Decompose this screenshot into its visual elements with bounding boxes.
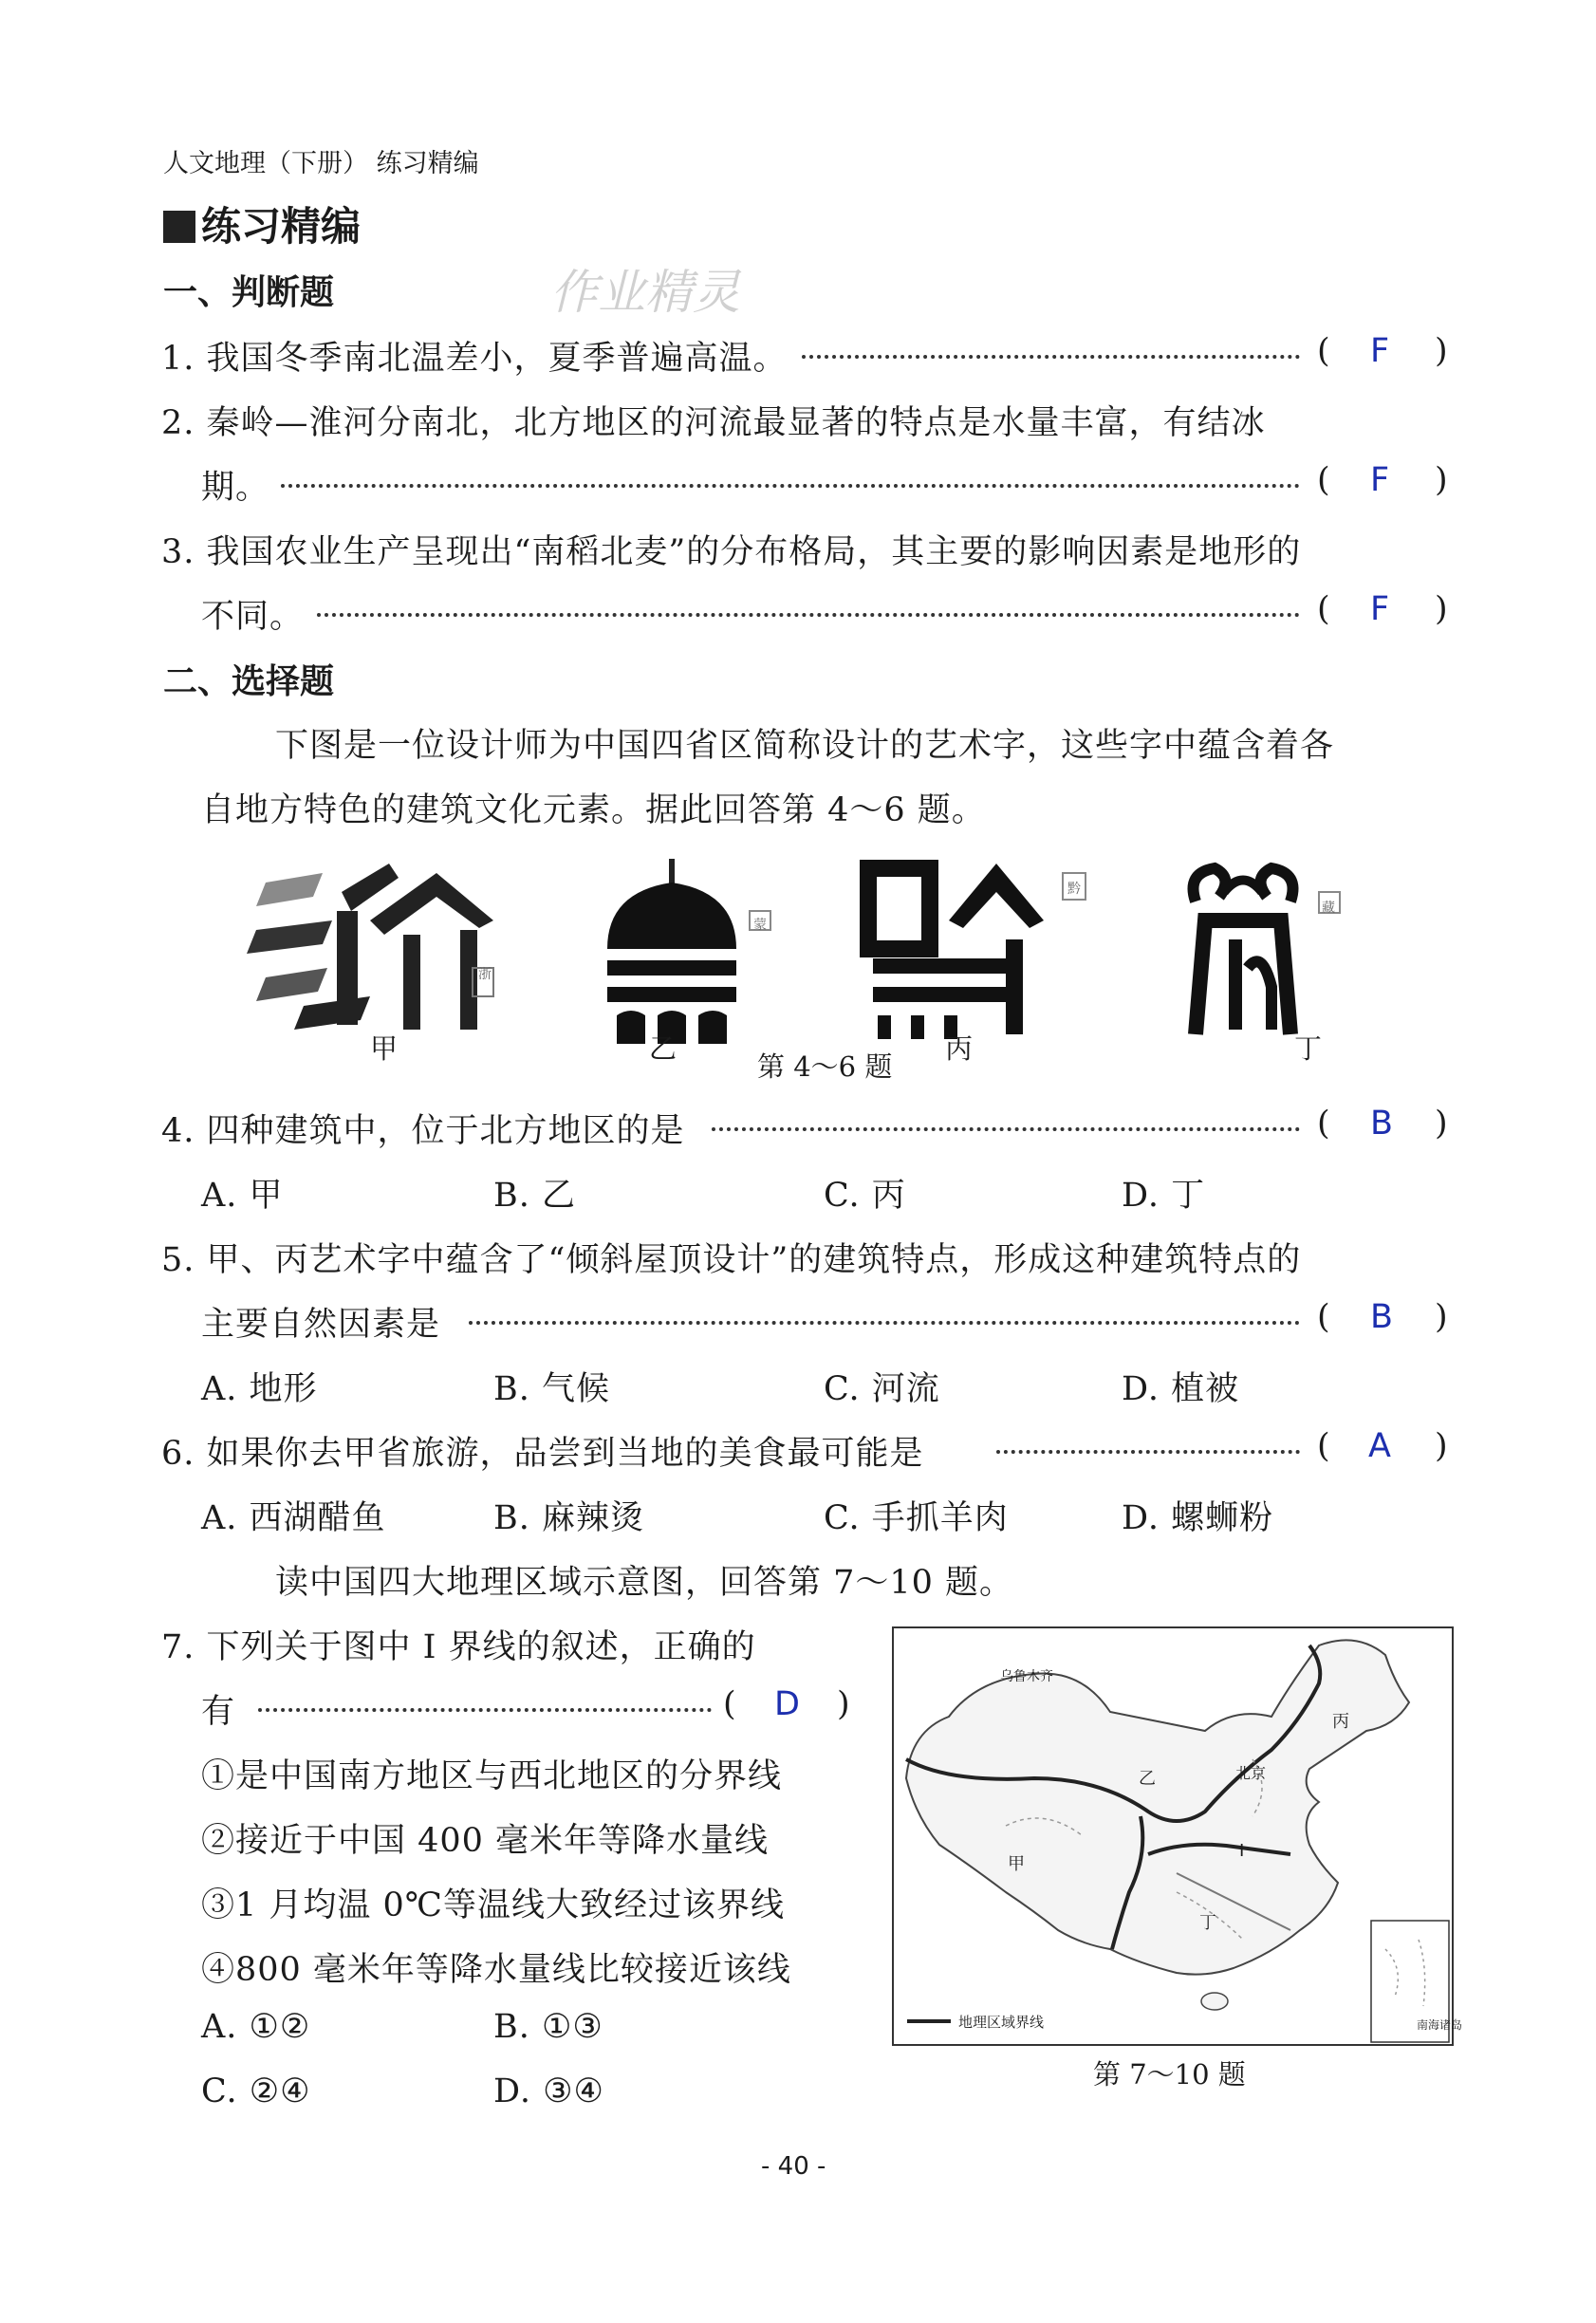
q5-text-line1: 5. 甲、丙艺术字中蕴含了“倾斜屋顶设计”的建筑特点，形成这种建筑特点的 [161, 1241, 1302, 1279]
intro1-line1: 下图是一位设计师为中国四省区简称设计的艺术字，这些字中蕴含着各 [275, 727, 1335, 765]
intro2: 读中国四大地理区域示意图，回答第 7～10 题。 [275, 1564, 1014, 1602]
seal-zhe: 浙 [478, 967, 492, 982]
art-characters-figure [247, 854, 1404, 1072]
fig1-label-yi: 乙 [649, 1032, 677, 1065]
page-title: 练习精编 [163, 195, 361, 252]
page-number: - 40 - [761, 2152, 826, 2181]
art-char-meng [607, 859, 770, 1044]
q7-option-d[interactable]: D. ③④ [493, 2072, 604, 2110]
q5-text-line2: 主要自然因素是 [201, 1306, 441, 1344]
q4-leader [712, 1127, 1300, 1131]
seal-zang: 藏 [1322, 901, 1335, 916]
q5-option-c[interactable]: C. 河流 [824, 1370, 940, 1408]
china-regions-map [892, 1626, 1454, 2046]
intro1-line2: 自地方特色的建筑文化元素。据此回答第 4～6 题。 [201, 791, 986, 829]
q1-text: 1. 我国冬季南北温差小，夏季普遍高温。 [161, 340, 788, 378]
q6-paren-close: ) [1435, 1427, 1448, 1465]
q4-option-d[interactable]: D. 丁 [1122, 1177, 1206, 1215]
q7-option-c[interactable]: C. ②④ [201, 2072, 311, 2110]
q7-option-b[interactable]: B. ①③ [493, 2008, 603, 2046]
q5-option-a[interactable]: A. 地形 [201, 1370, 318, 1408]
art-char-zang [1194, 868, 1341, 1034]
q7-text-line1: 7. 下列关于图中 Ⅰ 界线的叙述，正确的 [161, 1628, 756, 1666]
map-region-ding: 丁 [1199, 1913, 1216, 1933]
q1-paren-close: ) [1435, 332, 1448, 370]
section-choice-heading: 二、选择题 [163, 662, 335, 701]
map-region-yi: 乙 [1139, 1769, 1156, 1789]
q5-paren-close: ) [1435, 1298, 1448, 1336]
q7-leader [258, 1708, 712, 1712]
q2-paren-open: ( [1317, 461, 1330, 499]
q3-leader [317, 613, 1300, 617]
art-char-qian [868, 864, 1086, 1039]
q5-option-d[interactable]: D. 植被 [1122, 1370, 1240, 1408]
q2-leader [281, 484, 1300, 488]
q5-answer[interactable]: B [1370, 1298, 1394, 1336]
q7-text-line2: 有 [201, 1693, 236, 1731]
q4-option-a[interactable]: A. 甲 [201, 1177, 284, 1215]
q6-option-b[interactable]: B. 麻辣烫 [493, 1499, 644, 1537]
art-char-zhe [247, 864, 493, 1030]
page-header: 人文地理（下册） 练习精编 [163, 149, 479, 178]
map-region-jia: 甲 [1008, 1854, 1025, 1874]
watermark: 作业精灵 [550, 265, 740, 320]
q6-text: 6. 如果你去甲省旅游，品尝到当地的美食最可能是 [161, 1435, 924, 1473]
map-legend: 地理区域界线 [958, 2014, 1045, 2031]
q1-paren-open: ( [1317, 332, 1330, 370]
map-city-urumqi: 乌鲁木齐 [1000, 1669, 1053, 1684]
q7-item-1: ①是中国南方地区与西北地区的分界线 [201, 1757, 783, 1795]
q4-paren-close: ) [1435, 1105, 1448, 1143]
q3-answer[interactable]: F [1370, 590, 1390, 628]
q1-leader [802, 355, 1300, 359]
q5-paren-open: ( [1317, 1298, 1330, 1336]
q6-option-d[interactable]: D. 螺蛳粉 [1122, 1499, 1274, 1537]
q1-answer[interactable]: F [1370, 332, 1390, 370]
map-region-bing: 丙 [1332, 1712, 1349, 1732]
section-judgment-heading: 一、判断题 [163, 273, 335, 312]
q7-option-a[interactable]: A. ①② [201, 2008, 311, 2046]
seal-qian: 黔 [1067, 882, 1081, 897]
title-square-icon [163, 211, 195, 243]
map-city-beijing: 北京 [1235, 1764, 1267, 1782]
q3-paren-open: ( [1317, 590, 1330, 628]
q6-answer[interactable]: A [1368, 1427, 1391, 1465]
fig1-caption: 第 4～6 题 [757, 1050, 893, 1083]
q7-paren-open: ( [723, 1685, 736, 1723]
q2-text-line2: 期。 [201, 469, 270, 507]
q7-item-4: ④800 毫米年等降水量线比较接近该线 [201, 1951, 791, 1989]
q3-paren-close: ) [1435, 590, 1448, 628]
map-line-label: Ⅰ [1239, 1841, 1245, 1861]
q6-paren-open: ( [1317, 1427, 1330, 1465]
q7-item-2: ②接近于中国 400 毫米年等降水量线 [201, 1822, 770, 1860]
seal-meng: 蒙 [753, 918, 767, 933]
q7-paren-close: ) [837, 1685, 850, 1723]
q2-answer[interactable]: F [1370, 461, 1390, 499]
q4-text: 4. 四种建筑中，位于北方地区的是 [161, 1112, 685, 1150]
q3-text-line1: 3. 我国农业生产呈现出“南稻北麦”的分布格局，其主要的影响因素是地形的 [161, 533, 1302, 571]
q2-text-line1: 2. 秦岭—淮河分南北，北方地区的河流最显著的特点是水量丰富，有结冰 [161, 404, 1266, 442]
q7-item-3: ③1 月均温 0℃等温线大致经过该界线 [201, 1886, 785, 1924]
q6-option-a[interactable]: A. 西湖醋鱼 [201, 1499, 386, 1537]
fig1-label-bing: 丙 [945, 1032, 974, 1065]
map-caption: 第 7～10 题 [1093, 2058, 1246, 2091]
q4-answer[interactable]: B [1370, 1105, 1394, 1143]
q2-paren-close: ) [1435, 461, 1448, 499]
q6-option-c[interactable]: C. 手抓羊肉 [824, 1499, 1009, 1537]
q4-option-c[interactable]: C. 丙 [824, 1177, 906, 1215]
q3-text-line2: 不同。 [201, 598, 305, 636]
q7-answer[interactable]: D [774, 1685, 800, 1723]
fig1-label-jia: 甲 [370, 1032, 399, 1065]
q6-leader [996, 1450, 1300, 1454]
q4-paren-open: ( [1317, 1105, 1330, 1143]
q5-option-b[interactable]: B. 气候 [493, 1370, 610, 1408]
map-inset-label: 南海诸岛 [1417, 2018, 1463, 2032]
fig1-label-ding: 丁 [1294, 1032, 1323, 1065]
q5-leader [469, 1321, 1300, 1325]
q4-option-b[interactable]: B. 乙 [493, 1177, 576, 1215]
